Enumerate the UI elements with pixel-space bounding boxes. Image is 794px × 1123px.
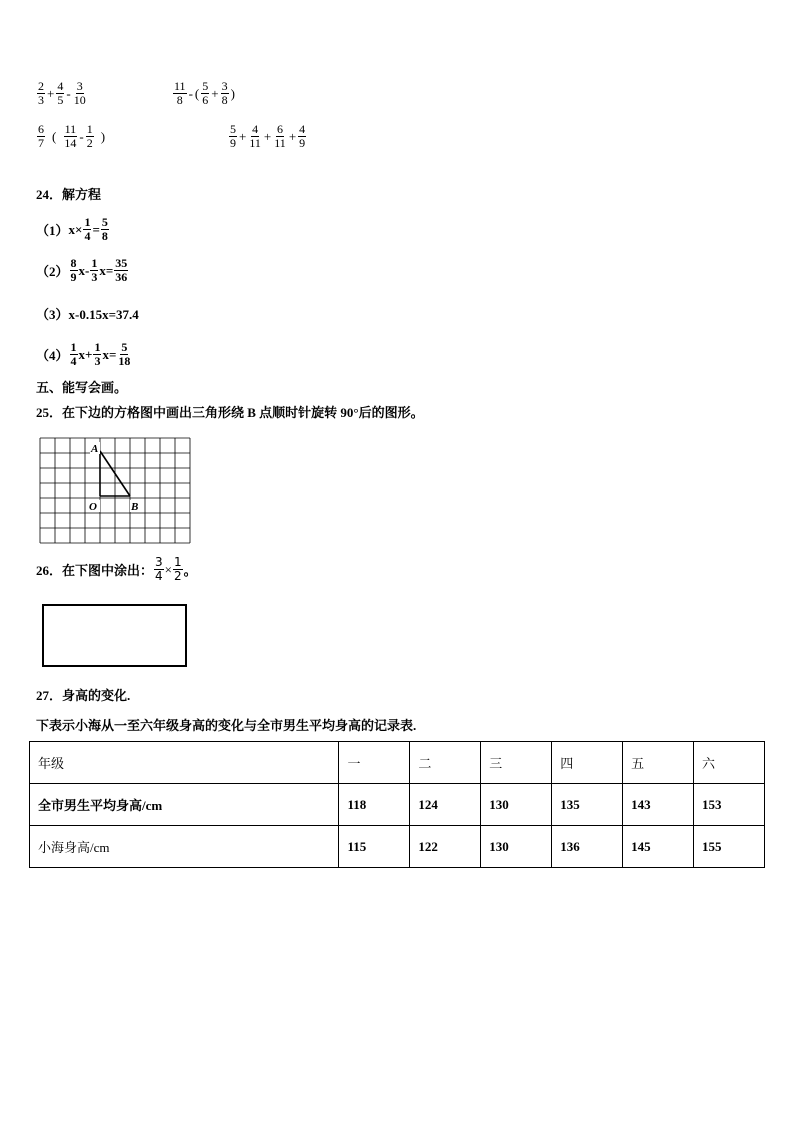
table-cell: 155	[694, 826, 765, 868]
table-row	[30, 784, 765, 826]
table-cell: 四	[552, 742, 623, 784]
q26-title: 26．在下图中涂出： $\frac{3}{4}$ × $\frac{1}{2}$ 。	[36, 555, 197, 583]
fraction: $\frac{5}{8}$	[101, 215, 108, 243]
section-title: 五、能写会画。	[36, 380, 128, 395]
table-cell: 一	[339, 742, 410, 784]
table-cell: 130	[481, 826, 552, 868]
point-label-b: B	[131, 501, 139, 513]
table-cell: 年级	[30, 742, 339, 784]
table-cell: 六	[694, 742, 765, 784]
table-cell: 135	[552, 784, 623, 826]
fraction: $\frac{6}{11}$	[274, 122, 286, 150]
fraction: $\frac{11}{8}$	[174, 79, 186, 107]
table-cell: 二	[410, 742, 481, 784]
expression-2: $\frac{11}{8}$ - ( $\frac{5}{6}$ + $\frac{3}{8}$ )	[174, 79, 235, 107]
table-cell: 122	[410, 826, 481, 868]
fraction: $\frac{5}{6}$	[202, 79, 209, 107]
table-cell: 130	[481, 784, 552, 826]
equation-4: （4） $\frac{1}{4}$ x+ $\frac{1}{3}$ x= $\frac{5}{18}$	[36, 340, 131, 368]
fraction: $\frac{4}{9}$	[299, 122, 306, 150]
expression-4: $\frac{5}{9}$ + $\frac{4}{11}$ + $\frac{6}{11}$ + $\frac{4}{9}$	[230, 122, 306, 150]
table-row	[30, 826, 765, 868]
q27-subtitle: 下表示小海从一至六年级身高的变化与全市男生平均身高的记录表.	[36, 718, 417, 733]
height-table	[29, 741, 765, 868]
fraction: $\frac{11}{14}$	[64, 122, 77, 150]
expression-3: $\frac{6}{7}$ ( $\frac{11}{14}$ - $\frac{1}{2}$ )	[38, 122, 106, 150]
q27-title: 27．身高的变化.	[36, 688, 131, 703]
fraction: $\frac{4}{11}$	[249, 122, 261, 150]
table-cell: 153	[694, 784, 765, 826]
expression-1: $\frac{2}{3}$ + $\frac{4}{5}$ - $\frac{3}{10}$	[38, 79, 86, 107]
shading-rectangle[interactable]	[42, 604, 187, 667]
fraction: $\frac{8}{9}$	[70, 256, 77, 284]
table-cell: 小海身高/cm	[30, 826, 339, 868]
fraction: $\frac{1}{2}$	[174, 555, 182, 583]
table-header-row	[30, 742, 765, 784]
fraction: $\frac{4}{5}$	[57, 79, 64, 107]
point-label-a: A	[91, 443, 99, 455]
fraction: $\frac{1}{4}$	[70, 340, 77, 368]
fraction: $\frac{5}{18}$	[118, 340, 131, 368]
q25-title: 25．在下边的方格图中画出三角形绕 B 点顺时针旋转 90°后的图形。	[36, 405, 424, 420]
equation-3: （3）x-0.15x=37.4	[36, 307, 139, 322]
fraction: $\frac{5}{9}$	[230, 122, 236, 150]
q24-title: 24．解方程	[36, 187, 102, 202]
table-cell: 三	[481, 742, 552, 784]
fraction: $\frac{1}{3}$	[91, 256, 98, 284]
fraction: $\frac{3}{4}$	[155, 555, 163, 583]
table-cell: 全市男生平均身高/cm	[30, 784, 339, 826]
table-cell: 145	[623, 826, 694, 868]
table-cell: 118	[339, 784, 410, 826]
grid-figure	[38, 436, 194, 546]
table-cell: 五	[623, 742, 694, 784]
fraction: $\frac{1}{3}$	[94, 340, 101, 368]
table-cell: 143	[623, 784, 694, 826]
fraction: $\frac{3}{8}$	[221, 79, 228, 107]
fraction: $\frac{2}{3}$	[38, 79, 44, 107]
fraction: $\frac{3}{10}$	[73, 79, 86, 107]
fraction: $\frac{1}{2}$	[86, 122, 93, 150]
table-cell: 115	[339, 826, 410, 868]
table-cell: 136	[552, 826, 623, 868]
fraction: $\frac{1}{4}$	[84, 215, 91, 243]
fraction: $\frac{35}{36}$	[115, 256, 128, 284]
fraction: $\frac{6}{7}$	[38, 122, 44, 150]
point-label-o: O	[89, 501, 97, 513]
equation-2: （2） $\frac{8}{9}$ x- $\frac{1}{3}$ x= $\frac{35}{36}$	[36, 256, 128, 284]
equation-1: （1） x× $\frac{1}{4}$ = $\frac{5}{8}$	[36, 215, 108, 243]
table-cell: 124	[410, 784, 481, 826]
